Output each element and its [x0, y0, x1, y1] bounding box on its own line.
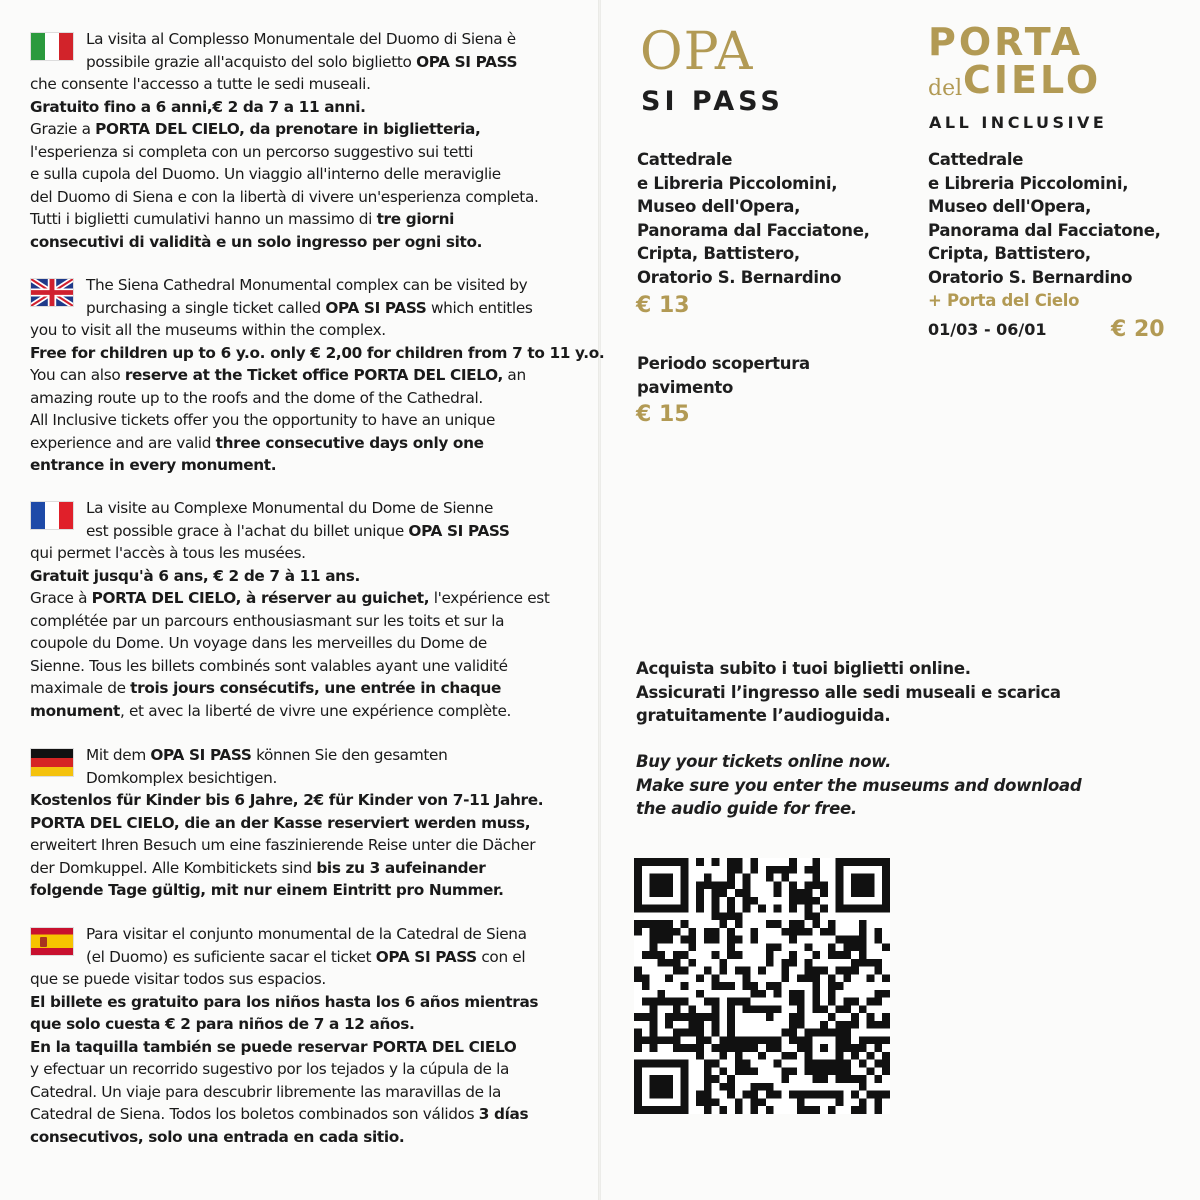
text-line — [30, 923, 570, 946]
qr-code-icon[interactable] — [634, 858, 890, 1114]
promo-english — [636, 750, 1081, 821]
text-run: amazing route up to the roofs and the dome of the Cathedral. — [30, 388, 483, 407]
flag-italy-icon — [30, 32, 74, 61]
text-run: purchasing a single ticket called — [86, 298, 326, 317]
porta-extra-item: + Porta del Cielo — [928, 291, 1080, 310]
text-line — [30, 141, 570, 164]
text-run: (el Duomo) es suficiente sacar el ticket — [86, 947, 376, 966]
text-run: der Domkuppel. Alle Kombitickets sind — [30, 858, 317, 877]
text-run: Grazie a — [30, 120, 96, 138]
text-line — [30, 677, 570, 700]
promo-line: Acquista subito i tuoi biglietti online. — [636, 659, 971, 678]
text-line — [30, 744, 570, 767]
flag-france-icon — [30, 501, 74, 530]
text-run: y efectuar un recorrido sugestivo por los tejados y la cúpula de la — [30, 1060, 510, 1078]
text-line — [30, 118, 570, 141]
spanish-text — [30, 923, 570, 1148]
french-block — [30, 497, 570, 722]
text-line — [30, 274, 570, 297]
text-run: del Duomo di Siena e con la libertà di vivere un'esperienza completa. — [30, 187, 539, 206]
bold-run: En la taquilla también se puede reservar PORTA DEL CIELO — [30, 1037, 517, 1056]
text-run: complétée par un parcours enthousiasmant sur les toits et sur la — [30, 611, 505, 630]
text-run: coupole du Dome. Un voyage dans les merveilles du Dome de — [30, 634, 487, 652]
promo-line: Assicurati l’ingresso alle sedi museali e scarica — [636, 682, 1061, 702]
text-run: Catedral. Un viaje para descubrir libremente las maravillas de la — [30, 1082, 502, 1101]
porta-dates: 01/03 - 06/01 — [928, 320, 1047, 339]
opa-logo: OPA — [640, 22, 754, 82]
text-run: Domkomplex besichtigen. — [86, 768, 277, 787]
text-line — [30, 73, 570, 96]
text-line — [30, 231, 570, 254]
bold-run: folgende Tage gültig, mit nur einem Eintritt pro Nummer. — [30, 881, 504, 899]
promo-line: Make sure you enter the museums and download — [636, 775, 1082, 795]
text-run: Catedral de Siena. Todos los boletos combinados son válidos — [30, 1105, 479, 1123]
bold-run: bis zu 3 aufeinander — [316, 858, 486, 877]
text-run: erweitert Ihren Besuch um eine faszinierende Reise unter die Dächer — [30, 836, 536, 854]
bold-run: consecutivos, solo una entrada en cada sitio. — [30, 1127, 405, 1146]
text-run: which entitles — [426, 298, 533, 317]
text-line — [30, 387, 570, 410]
text-line — [30, 319, 570, 342]
french-text — [30, 497, 570, 722]
text-line — [30, 342, 605, 365]
text-line — [30, 767, 570, 790]
flag-spain-icon — [30, 927, 74, 956]
text-line — [30, 565, 570, 588]
text-line — [30, 542, 570, 565]
text-run: an — [502, 366, 526, 384]
bold-run: consecutivi di validità e un solo ingresso per ogni sito. — [30, 232, 483, 251]
text-run: che consente l'accesso a tutte le sedi museali. — [30, 75, 371, 93]
text-run: que se puede visitar todos sus espacios. — [30, 970, 326, 988]
text-run: e sulla cupola del Duomo. Un viaggio all'interno delle meraviglie — [30, 165, 501, 183]
bold-run: Free for children up to 6 y.o. only € 2,00 for children from 7 to 11 y.o. — [30, 343, 605, 362]
text-run: experience and are valid — [30, 433, 216, 452]
bold-run: que solo cuesta € 2 para niños de 7 a 12 años. — [30, 1015, 415, 1033]
text-line — [30, 409, 570, 432]
porta-site-item: e Libreria Piccolomini, — [928, 173, 1129, 193]
text-line — [30, 28, 570, 51]
promo-line: the audio guide for free. — [636, 799, 857, 818]
bold-run: Gratuito fino a 6 anni,€ 2 da 7 a 11 anni. — [30, 97, 366, 116]
opa-si-pass-title: SI PASS — [641, 86, 784, 117]
english-block — [30, 274, 605, 477]
text-line — [30, 454, 570, 477]
bold-run: 3 días — [478, 1105, 529, 1123]
bold-run: OPA SI PASS — [416, 52, 518, 71]
text-run: con el — [476, 947, 526, 966]
opa-site-item: Museo dell'Opera, — [637, 197, 801, 216]
text-run: , et avec la liberté de vivre une expérience complète. — [119, 701, 512, 720]
page-fold — [598, 0, 601, 1200]
text-line — [30, 789, 570, 812]
text-line — [30, 632, 570, 655]
text-run: Mit dem — [86, 746, 151, 764]
text-line — [30, 587, 570, 610]
text-run: La visite au Complexe Monumental du Dome de Sienne — [86, 499, 494, 517]
porta-site-item: Panorama dal Facciatone, — [928, 220, 1161, 240]
bold-run: trois jours consécutifs, une entrée in chaque — [130, 679, 502, 697]
bold-run: Gratuit jusqu'à 6 ans, € 2 de 7 à 11 ans. — [30, 566, 360, 585]
bold-run: monument — [30, 701, 120, 720]
promo-line: Buy your tickets online now. — [636, 752, 892, 771]
all-inclusive-title: ALL INCLUSIVE — [929, 113, 1108, 132]
opa-site-item: Cripta, Battistero, — [637, 244, 800, 263]
opa-price: € 13 — [636, 293, 690, 318]
porta-price: € 20 — [1111, 317, 1165, 342]
text-line — [30, 700, 570, 723]
opa-site-item: e Libreria Piccolomini, — [637, 173, 838, 193]
text-line — [30, 208, 570, 231]
text-line — [30, 1036, 570, 1059]
text-line — [30, 610, 570, 633]
italian-text — [30, 28, 570, 253]
promo-italian — [636, 657, 1061, 728]
text-run: maximale de — [30, 679, 131, 697]
spanish-block — [30, 923, 570, 1148]
text-line — [30, 497, 570, 520]
opa-site-item: Oratorio S. Bernardino — [637, 267, 842, 287]
text-line — [30, 1126, 570, 1149]
text-line — [30, 1013, 570, 1036]
text-line — [30, 163, 570, 186]
italian-block — [30, 28, 570, 253]
text-line — [30, 857, 570, 880]
text-line — [30, 51, 570, 74]
porta-site-item: Museo dell'Opera, — [928, 197, 1092, 216]
text-line — [30, 1058, 570, 1081]
opa-site-item: Cattedrale — [637, 150, 733, 169]
text-line — [30, 991, 570, 1014]
text-line — [30, 186, 570, 209]
text-run: können Sie den gesamten — [251, 746, 448, 764]
text-run: The Siena Cathedral Monumental complex can be visited by — [86, 276, 528, 294]
porta-logo-cielo: CIELO — [963, 58, 1102, 102]
bold-run: PORTA DEL CIELO, da prenotare in biglietteria, — [95, 120, 481, 138]
text-run: Sienne. Tous les billets combinés sont valables ayant une validité — [30, 656, 508, 675]
bold-run: reserve at the Ticket office PORTA DEL CIELO, — [124, 366, 503, 384]
text-line — [30, 1081, 570, 1104]
text-line — [30, 1103, 570, 1126]
text-line — [30, 297, 570, 320]
opa-site-item: Panorama dal Facciatone, — [637, 220, 870, 240]
text-run: qui permet l'accès à tous les musées. — [30, 544, 306, 562]
text-run: La visita al Complesso Monumentale del Duomo di Siena è — [86, 30, 516, 48]
text-run: possibile grazie all'acquisto del solo biglietto — [86, 52, 417, 71]
text-line — [30, 879, 570, 902]
text-run: You can also — [30, 366, 125, 384]
text-line — [30, 812, 570, 835]
german-text — [30, 744, 570, 902]
bold-run: PORTA DEL CIELO, à réserver au guichet, — [91, 589, 430, 607]
english-text — [30, 274, 605, 477]
text-run: All Inclusive tickets offer you the opportunity to have an unique — [30, 411, 496, 429]
text-run: you to visit all the museums within the complex. — [30, 321, 386, 339]
porta-sites-list — [928, 148, 1161, 313]
floor-period-price: € 15 — [636, 402, 690, 427]
german-block — [30, 744, 570, 902]
bold-run: tre giorni — [376, 210, 454, 228]
flag-uk-icon — [30, 278, 74, 307]
text-run: l'esperienza si completa con un percorso suggestivo sui tetti — [30, 142, 474, 161]
text-run: Grace à — [30, 589, 92, 607]
text-run: Para visitar el conjunto monumental de la Catedral de Siena — [86, 925, 527, 943]
text-line — [30, 432, 570, 455]
bold-run: Kostenlos für Kinder bis 6 Jahre, 2€ für Kinder von 7-11 Jahre. — [30, 791, 544, 809]
text-line — [30, 834, 570, 857]
porta-site-item: Oratorio S. Bernardino — [928, 267, 1133, 287]
porta-logo-del: del — [928, 76, 963, 101]
bold-run: OPA SI PASS — [325, 298, 427, 317]
text-run: Tutti i biglietti cumulativi hanno un massimo di — [30, 210, 377, 228]
text-run: est possible grace à l'achat du billet unique — [86, 521, 409, 540]
bold-run: PORTA DEL CIELO, die an der Kasse reserviert werden muss, — [30, 813, 531, 832]
text-line — [30, 946, 570, 969]
text-line — [30, 364, 570, 387]
porta-site-item: Cripta, Battistero, — [928, 244, 1091, 263]
bold-run: OPA SI PASS — [408, 521, 510, 540]
bold-run: entrance in every monument. — [30, 456, 277, 474]
text-line — [30, 96, 570, 119]
floor-period-line: pavimento — [637, 377, 734, 397]
text-line — [30, 520, 570, 543]
opa-sites-list — [637, 148, 870, 289]
flag-germany-icon — [30, 748, 74, 777]
promo-line: gratuitamente l’audioguida. — [636, 706, 891, 725]
text-line — [30, 655, 570, 678]
porta-site-item: Cattedrale — [928, 150, 1024, 169]
text-line — [30, 968, 570, 991]
bold-run: three consecutive days only one — [215, 433, 484, 452]
bold-run: OPA SI PASS — [150, 746, 252, 764]
text-run: l'expérience est — [429, 589, 550, 607]
porta-logo-top: PORTA — [928, 20, 1084, 64]
floor-period-label — [637, 352, 810, 399]
bold-run: El billete es gratuito para los niños hasta los 6 años mientras — [30, 992, 539, 1011]
bold-run: OPA SI PASS — [375, 947, 477, 966]
floor-period-line: Periodo scopertura — [637, 354, 810, 373]
